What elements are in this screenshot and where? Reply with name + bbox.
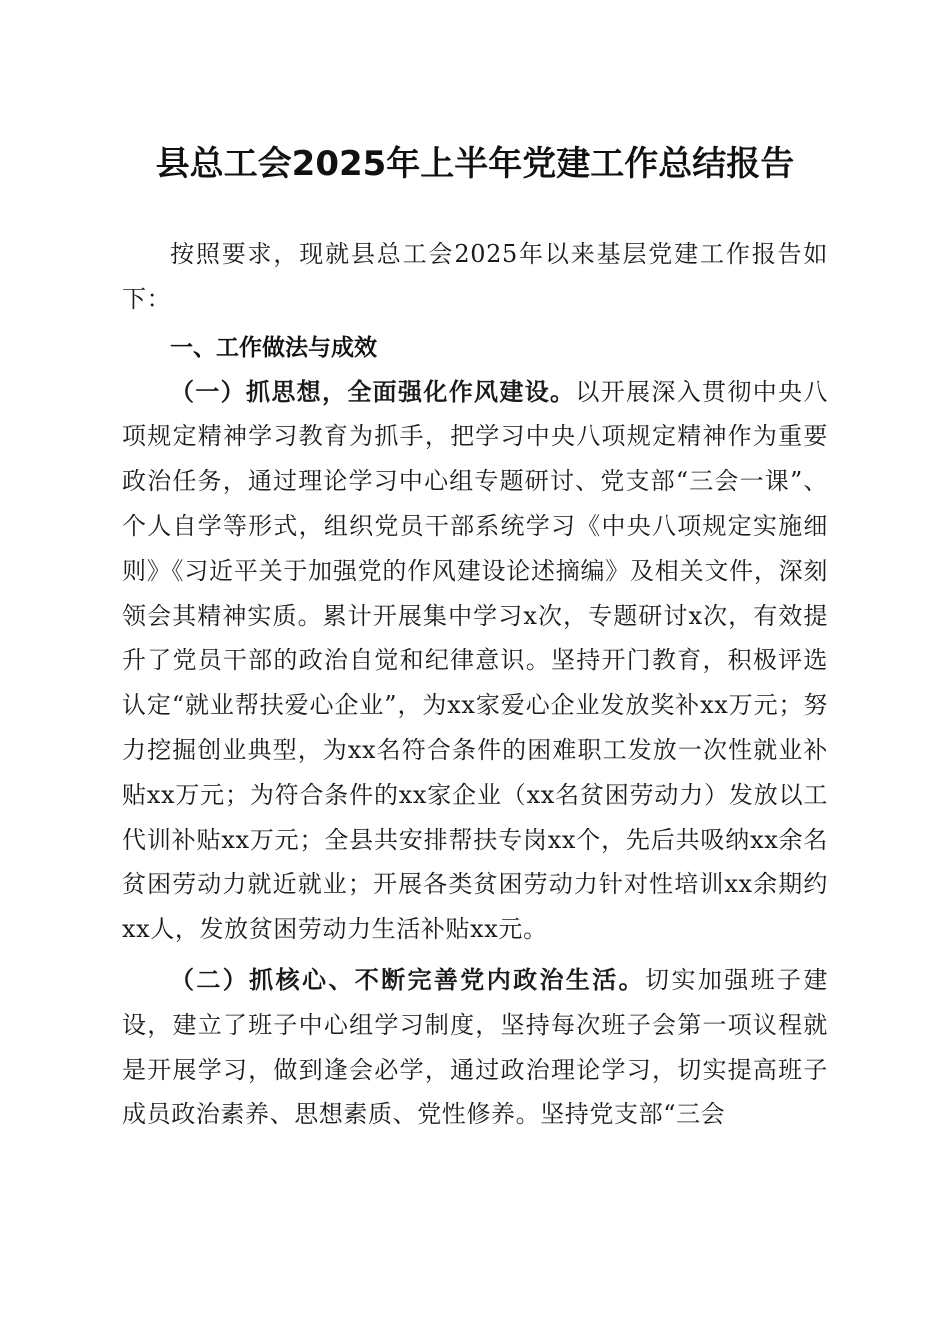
item-1-lead: （一）抓思想，全面强化作风建设。 (170, 377, 576, 406)
item-1-text: 以开展深入贯彻中央八项规定精神学习教育为抓手，把学习中央八项规定精神作为重要政治任务，通过理论学习中心组专题研讨、党支部“三会一课”、个人自学等形式，组织党员干部系统学习《中央八项规定实施细则》《习近平关于加强党的作风建设论述摘编》及相关文件，深刻领会其精神实质。累计开展集中学习x次，专题研讨x次，有效提升了党员干部的政治自觉和纪律意识。坚持开门教育，积极评选认定“就业帮扶爱心企业”，为xx家爱心企业发放奖补xx万元；努力挖掘创业典型，为xx名符合条件的困难职工发放一次性就业补贴xx万元；为符合条件的xx家企业（xx名贫困劳动力）发放以工代训补贴xx万元；全县共安排帮扶专岗xx个，先后共吸纳xx余名贫困劳动力就近就业；开展各类贫困劳动力针对性培训xx余期约xx人，发放贫困劳动力生活补贴xx元。 (122, 377, 828, 944)
paragraph-item-1 (122, 370, 828, 952)
item-2-text: 切实加强班子建设，建立了班子中心组学习制度，坚持每次班子会第一项议程就是开展学习，做到逢会必学，通过政治理论学习，切实提高班子成员政治素养、思想素质、党性修养。坚持党支部“三会 (122, 965, 828, 1129)
section-heading-1: 一、工作做法与成效 (170, 334, 377, 361)
document-body (122, 232, 828, 1137)
intro-paragraph: 按照要求，现就县总工会2025年以来基层党建工作报告如下： (122, 240, 828, 313)
paragraph-item-2 (122, 958, 828, 1137)
item-2-lead: （二）抓核心、不断完善党内政治生活。 (170, 965, 646, 994)
document-title: 县总工会2025年上半年党建工作总结报告 (155, 144, 795, 184)
